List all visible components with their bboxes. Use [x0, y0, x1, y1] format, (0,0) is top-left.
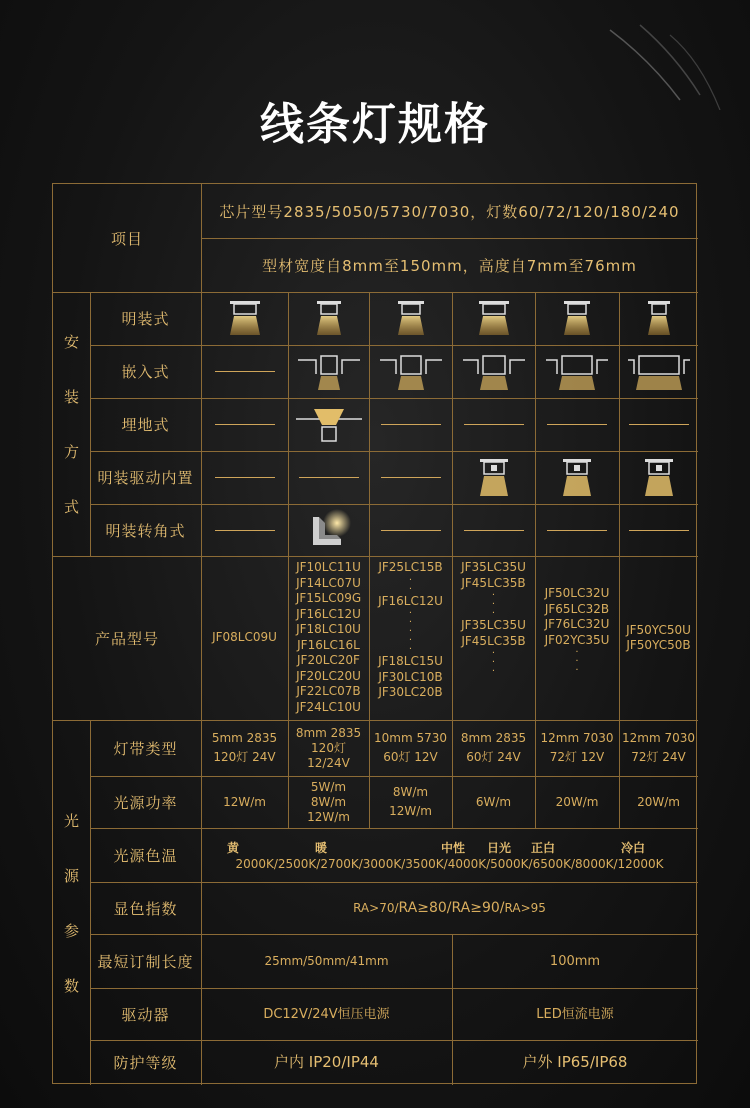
light-group-label: [53, 720, 90, 1085]
none-dash: [547, 530, 607, 531]
surface-mount-icon-cell: [535, 292, 619, 345]
grid-line: [90, 988, 698, 989]
cct-values: 2000K/2500K/2700K/3000K/3500K/4000K/5000K/6500K/8000K/12000K: [235, 857, 664, 871]
ip-left: 户内 IP20/IP44: [274, 1053, 379, 1071]
model-code: JF22LC07B: [296, 684, 361, 698]
recessed-mount-icon: [376, 350, 446, 394]
driver-built-in-icon: [629, 456, 689, 500]
grid-line: [452, 934, 453, 1085]
empty-cell: [452, 504, 535, 557]
strip-type-label: 灯带类型: [113, 739, 178, 758]
empty-cell: [619, 504, 698, 557]
strip-type: [535, 720, 619, 776]
model-code: JF20LC20U: [296, 668, 361, 683]
ellipsis-dots: · ·: [408, 574, 413, 595]
model-column: [201, 556, 288, 720]
power-value: [201, 776, 288, 828]
strip-type-line: 12mm 7030: [540, 731, 614, 745]
grid-line: [619, 556, 620, 720]
surface-mount-icon-cell: [452, 292, 535, 345]
none-dash: [215, 371, 275, 372]
driver-right: LED恒流电源: [536, 1006, 614, 1022]
model-code: JF30LC10B: [378, 669, 443, 684]
model-column: [535, 556, 619, 720]
recessed-mount-icon-cell: [288, 345, 369, 398]
grid-line: [535, 720, 536, 828]
install-char: 装: [63, 388, 79, 406]
driver-built-in-icon: [464, 456, 524, 500]
recessed-mount-icon: [294, 350, 364, 394]
buried-mount-icon-cell: [288, 398, 369, 451]
ellipsis-dots: · · · · ·: [408, 608, 413, 655]
none-dash: [629, 530, 689, 531]
none-dash: [381, 477, 441, 478]
model-code: JF14LC07U: [296, 575, 361, 590]
surface-mount-icon: [299, 297, 359, 341]
power-value-line: 20W/m: [555, 794, 599, 809]
grid-line: [452, 556, 453, 720]
strip-type-line: 60灯 12V: [383, 750, 438, 764]
cct-names: [201, 839, 698, 855]
cct-name: 中性: [441, 841, 466, 855]
empty-cell: [369, 398, 452, 451]
model-code: JF18LC15U: [378, 654, 443, 668]
model-code: JF10LC11U: [296, 560, 361, 574]
model-code: JF35LC35U: [461, 618, 526, 632]
none-dash: [215, 424, 275, 425]
ellipsis-dots: · · ·: [575, 647, 579, 676]
driver-built-in-icon: [547, 456, 607, 500]
cct-cell: [201, 828, 698, 882]
grid-line: [288, 720, 289, 828]
cct-name: 暖: [315, 841, 328, 855]
power-value-line: 5W/m: [310, 779, 347, 794]
surface-mount-icon-cell: [369, 292, 452, 345]
empty-cell: [369, 504, 452, 557]
light-char: 源: [63, 866, 79, 885]
recessed-mount-icon-cell: [452, 345, 535, 398]
cri-part: RA≥90/: [451, 899, 505, 916]
strip-type-line: 72灯 24V: [631, 750, 686, 764]
chip-spec: 芯片型号2835/5050/5730/7030，灯数60/72/120/180/240: [219, 202, 680, 221]
recessed-mount-icon: [542, 350, 612, 394]
install-corner-label: 明装转角式: [105, 521, 186, 540]
surface-mount-icon: [547, 297, 607, 341]
empty-cell: [369, 451, 452, 504]
strip-type-line: 12mm 7030: [621, 731, 695, 745]
power-value: [535, 776, 619, 828]
install-buried-label: 埋地式: [121, 416, 170, 434]
model-column: [288, 556, 369, 720]
cri-part: RA>70/: [353, 900, 399, 915]
power-value-line: 12W/m: [389, 804, 432, 818]
corner-mount-icon-cell: [288, 504, 369, 557]
strip-type-line: 120灯 24V: [213, 750, 276, 764]
recessed-mount-icon: [459, 350, 529, 394]
page-title: 线条灯规格: [260, 99, 490, 150]
none-dash: [629, 424, 689, 425]
cct-name: 黄: [227, 841, 240, 855]
grid-line: [369, 720, 370, 828]
recessed-mount-icon-cell: [619, 345, 698, 398]
light-char: 参: [63, 921, 79, 940]
model-code: JF45LC35B: [461, 633, 526, 648]
model-column: [452, 556, 535, 720]
strip-type-line: 10mm 5730: [373, 731, 447, 745]
light-char: 光: [63, 811, 79, 830]
cct-label: 光源色温: [113, 846, 178, 865]
grid-line: [452, 720, 453, 828]
cri-values: [201, 882, 698, 934]
strip-type-line: 60灯 24V: [466, 750, 521, 764]
surface-mount-icon: [215, 297, 275, 341]
model-code: JF15LC09G: [295, 591, 362, 605]
corner-mount-icon: [299, 509, 359, 553]
recessed-mount-icon: [624, 350, 694, 394]
buried-mount-icon: [294, 403, 364, 447]
model-code: JF25LC15B: [378, 560, 443, 574]
surface-mount-icon: [381, 297, 441, 341]
install-recessed-label: 嵌入式: [121, 363, 170, 381]
none-dash: [299, 477, 359, 478]
grid-line: [90, 776, 698, 777]
power-value-line: 12W/m: [223, 794, 266, 809]
strip-type: [288, 720, 369, 776]
min-length-right: 100mm: [549, 953, 601, 969]
power-value-line: 20W/m: [637, 794, 680, 809]
none-dash: [381, 424, 441, 425]
cct-name: 正白: [531, 841, 556, 855]
none-dash: [215, 477, 275, 478]
surface-mount-icon-cell: [288, 292, 369, 345]
empty-cell: [535, 398, 619, 451]
strip-type-line: 12/24V: [307, 755, 350, 770]
empty-cell: [201, 451, 288, 504]
ellipsis-dots: · · ·: [491, 648, 496, 677]
install-char: 安: [63, 333, 79, 351]
grid-line: [535, 556, 536, 720]
power-value: [288, 776, 369, 828]
ellipsis-dots: · · ·: [491, 590, 496, 619]
install-group-label: [53, 292, 90, 556]
power-label: 光源功率: [113, 793, 178, 812]
empty-cell: [452, 398, 535, 451]
model-code: JF50YC50U: [626, 622, 691, 637]
model-code: JF45LC35B: [461, 575, 526, 590]
power-value: [452, 776, 535, 828]
model-code: JF18LC10U: [296, 622, 361, 636]
model-code: JF16LC16L: [297, 637, 360, 652]
install-char: 式: [63, 498, 79, 516]
surface-mount-icon: [629, 297, 689, 341]
item-header: 项目: [110, 229, 143, 248]
model-code: JF30LC20B: [378, 685, 443, 699]
power-value-line: 8W/m: [310, 794, 347, 809]
strip-type-line: 5mm 2835: [211, 731, 278, 745]
strip-type: [201, 720, 288, 776]
model-code: JF76LC32U: [544, 617, 610, 631]
none-dash: [547, 424, 607, 425]
cri-part: RA≥80/: [398, 899, 452, 916]
install-char: 方: [63, 443, 79, 461]
power-value: [619, 776, 698, 828]
grid-line: [619, 720, 620, 828]
grid-line: [90, 720, 91, 1085]
cct-name: 日光: [487, 841, 512, 855]
none-dash: [215, 530, 275, 531]
power-value: [369, 776, 452, 828]
ip-right: 户外 IP65/IP68: [522, 1053, 628, 1071]
model-code: JF16LC12U: [378, 593, 443, 608]
grid-line: [90, 828, 698, 829]
model-column: [619, 556, 698, 720]
recessed-mount-icon-cell: [535, 345, 619, 398]
spec-table: [52, 183, 697, 1084]
cri-label: 显色指数: [113, 899, 178, 918]
empty-cell: [288, 451, 369, 504]
grid-line: [288, 556, 289, 720]
strip-type: [369, 720, 452, 776]
surface-mount-icon-cell: [201, 292, 288, 345]
driver-built-in-icon-cell: [619, 451, 698, 504]
model-code: JF02YC35U: [544, 632, 610, 647]
install-surface-label: 明装式: [121, 310, 170, 328]
surface-mount-icon-cell: [619, 292, 698, 345]
empty-cell: [619, 398, 698, 451]
none-dash: [464, 424, 524, 425]
surface-mount-icon: [464, 297, 524, 341]
power-value-line: 12W/m: [307, 809, 350, 824]
strip-type: [619, 720, 698, 776]
none-dash: [464, 530, 524, 531]
driver-label: 驱动器: [121, 1005, 170, 1024]
grid-line: [53, 720, 698, 721]
power-value-line: 8W/m: [392, 785, 429, 799]
light-char: 数: [63, 976, 79, 995]
strip-type-line: 72灯 12V: [549, 750, 605, 764]
model-code: JF35LC35U: [461, 560, 526, 574]
min-length-label: 最短订制长度: [97, 952, 194, 971]
driver-built-in-icon-cell: [452, 451, 535, 504]
grid-line: [90, 934, 698, 935]
strip-type-line: 8mm 2835: [460, 731, 527, 745]
ip-label: 防护等级: [113, 1054, 178, 1072]
model-code: JF65LC32B: [544, 601, 610, 616]
model-code: JF08LC09U: [212, 630, 277, 645]
cct-name: 冷白: [621, 841, 646, 855]
model-code: JF16LC12U: [296, 606, 361, 621]
grid-line: [90, 882, 698, 883]
model-code: JF50YC50B: [626, 638, 691, 652]
strip-type-line: 8mm 2835: [295, 725, 362, 740]
model-code: JF24LC10U: [296, 699, 361, 714]
grid-line: [369, 556, 370, 720]
empty-cell: [201, 345, 288, 398]
empty-cell: [201, 398, 288, 451]
driver-left: DC12V/24V恒压电源: [263, 1006, 390, 1022]
strip-type-line: 120灯: [311, 740, 346, 755]
model-column: [369, 556, 452, 720]
profile-spec: 型材宽度自8mm至150mm，高度自7mm至76mm: [262, 256, 637, 275]
grid-line: [201, 238, 698, 239]
driver-built-in-icon-cell: [535, 451, 619, 504]
model-code: JF50LC32U: [544, 586, 610, 600]
model-label: 产品型号: [94, 629, 159, 648]
install-driver-built-in-label: 明装驱动内置: [97, 469, 194, 487]
grid-line: [90, 1040, 698, 1041]
grid-line: [90, 292, 91, 556]
strip-type: [452, 720, 535, 776]
empty-cell: [535, 504, 619, 557]
none-dash: [381, 530, 441, 531]
recessed-mount-icon-cell: [369, 345, 452, 398]
min-length-left: 25mm/50mm/41mm: [264, 953, 389, 968]
cri-part: RA>95: [504, 900, 546, 915]
model-code: JF20LC20F: [297, 653, 360, 667]
power-value-line: 6W/m: [475, 794, 512, 809]
empty-cell: [201, 504, 288, 557]
